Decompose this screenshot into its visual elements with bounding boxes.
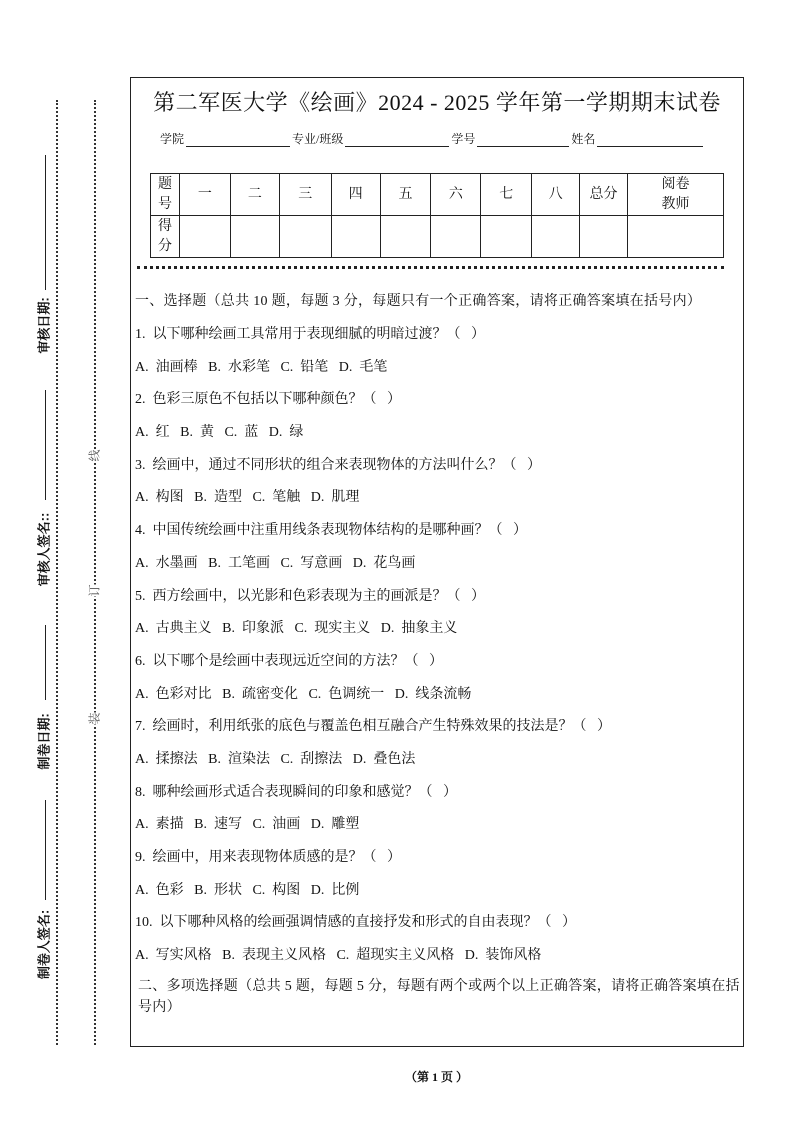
column-header: 四	[331, 174, 380, 216]
question-options: A. 水墨画 B. 工笔画 C. 写意画 D. 花鸟画	[135, 555, 416, 571]
score-table	[150, 173, 724, 258]
question-text: 4. 中国传统绘画中注重用线条表现物体结构的是哪种画？（ ）	[135, 523, 527, 539]
question-text: 7. 绘画时，利用纸张的底色与覆盖色相互融合产生特殊效果的技法是？（ ）	[135, 719, 611, 735]
binding-mark-bind: 装	[87, 712, 102, 725]
column-header: 一	[179, 174, 230, 216]
name-field[interactable]	[597, 132, 703, 147]
college-label: 学院	[160, 132, 185, 146]
score-label: 得分	[151, 216, 180, 258]
column-header: 五	[380, 174, 431, 216]
outer-binding-line	[56, 100, 58, 1045]
reviewer-signature-blank[interactable]	[45, 390, 46, 500]
compile-date-label: 制卷日期:	[36, 713, 52, 770]
student-id-field[interactable]	[477, 132, 569, 147]
column-header: 三	[279, 174, 331, 216]
dotted-divider	[137, 266, 724, 269]
question-text: 9. 绘画中，用来表现物体质感的是？（ ）	[135, 850, 401, 865]
column-header: 六	[431, 174, 481, 216]
question-text: 6. 以下哪个是绘画中表现远近空间的方法？（ ）	[135, 653, 443, 669]
section1-heading: 一、选择题（总共 10 题，每题 3 分，每题只有一个正确答案，请将正确答案填在括号内）	[135, 294, 702, 309]
score-cell[interactable]	[627, 216, 723, 258]
major-class-label: 专业/班级	[292, 132, 344, 146]
score-cell[interactable]	[331, 216, 380, 258]
reviewer-signature-label: 审核人签名::	[36, 512, 52, 587]
question-options: A. 古典主义 B. 印象派 C. 现实主义 D. 抽象主义	[135, 621, 458, 637]
score-cell[interactable]	[532, 216, 580, 258]
binding-mark-line: 线	[87, 449, 102, 462]
question-options: A. 素描 B. 速写 C. 油画 D. 雕塑	[135, 817, 360, 833]
review-date-label: 审核日期:	[36, 297, 52, 354]
question-options: A. 写实风格 B. 表现主义风格 C. 超现实主义风格 D. 装饰风格	[135, 948, 542, 964]
page-number: （第 1 页 ）	[404, 1070, 468, 1084]
student-info-row	[160, 130, 705, 147]
score-cell[interactable]	[279, 216, 331, 258]
question-text: 8. 哪种绘画形式适合表现瞬间的印象和感觉？（ ）	[135, 784, 457, 800]
score-table-score-row	[151, 216, 724, 258]
column-header: 阅卷教师	[627, 174, 723, 216]
section2-heading: 二、多项选择题（总共 5 题，每题 5 分，每题有两个或两个以上正确答案，请将正确答案填在括号内）	[138, 978, 740, 1015]
score-cell[interactable]	[179, 216, 230, 258]
column-header: 总分	[580, 174, 628, 216]
inner-binding-line	[94, 100, 96, 1045]
column-header: 二	[230, 174, 279, 216]
score-cell[interactable]	[481, 216, 532, 258]
score-table-header-row	[151, 174, 724, 216]
question-options: A. 油画棒 B. 水彩笔 C. 铅笔 D. 毛笔	[135, 359, 388, 375]
question-text: 1. 以下哪种绘画工具常用于表现细腻的明暗过渡？（ ）	[135, 327, 485, 342]
question-text: 2. 色彩三原色不包括以下哪种颜色？（ ）	[135, 392, 401, 408]
question-options: A. 色彩对比 B. 疏密变化 C. 色调统一 D. 线条流畅	[135, 686, 472, 702]
question-options: A. 红 B. 黄 C. 蓝 D. 绿	[135, 425, 304, 441]
column-header: 八	[532, 174, 580, 216]
compile-date-blank[interactable]	[45, 625, 46, 700]
question-text: 5. 西方绘画中，以光影和色彩表现为主的画派是？（ ）	[135, 588, 485, 604]
exam-title: 第二军医大学《绘画》2024 - 2025 学年第一学期期末试卷	[153, 90, 721, 115]
column-header: 七	[481, 174, 532, 216]
score-cell[interactable]	[230, 216, 279, 258]
exam-content	[135, 291, 743, 1018]
question-options: A. 色彩 B. 形状 C. 构图 D. 比例	[135, 882, 360, 898]
compiler-signature-blank[interactable]	[45, 800, 46, 900]
student-id-label: 学号	[451, 132, 476, 146]
name-label: 姓名	[571, 132, 596, 146]
score-cell[interactable]	[580, 216, 628, 258]
question-text: 3. 绘画中，通过不同形状的组合来表现物体的方法叫什么？（ ）	[135, 457, 541, 473]
major-class-field[interactable]	[345, 132, 449, 147]
question-number-label: 题号	[151, 174, 180, 216]
question-options: A. 构图 B. 造型 C. 笔触 D. 肌理	[135, 490, 360, 506]
score-cell[interactable]	[431, 216, 481, 258]
college-field[interactable]	[186, 132, 290, 147]
score-cell[interactable]	[380, 216, 431, 258]
question-list	[135, 324, 743, 978]
review-date-blank[interactable]	[45, 155, 46, 290]
question-options: A. 揉擦法 B. 渲染法 C. 刮擦法 D. 叠色法	[135, 751, 416, 767]
compiler-signature-label: 制卷人签名:	[36, 909, 52, 980]
binding-mark-staple: 订	[87, 584, 102, 597]
question-text: 10. 以下哪种风格的绘画强调情感的直接抒发和形式的自由表现？（ ）	[135, 915, 576, 931]
